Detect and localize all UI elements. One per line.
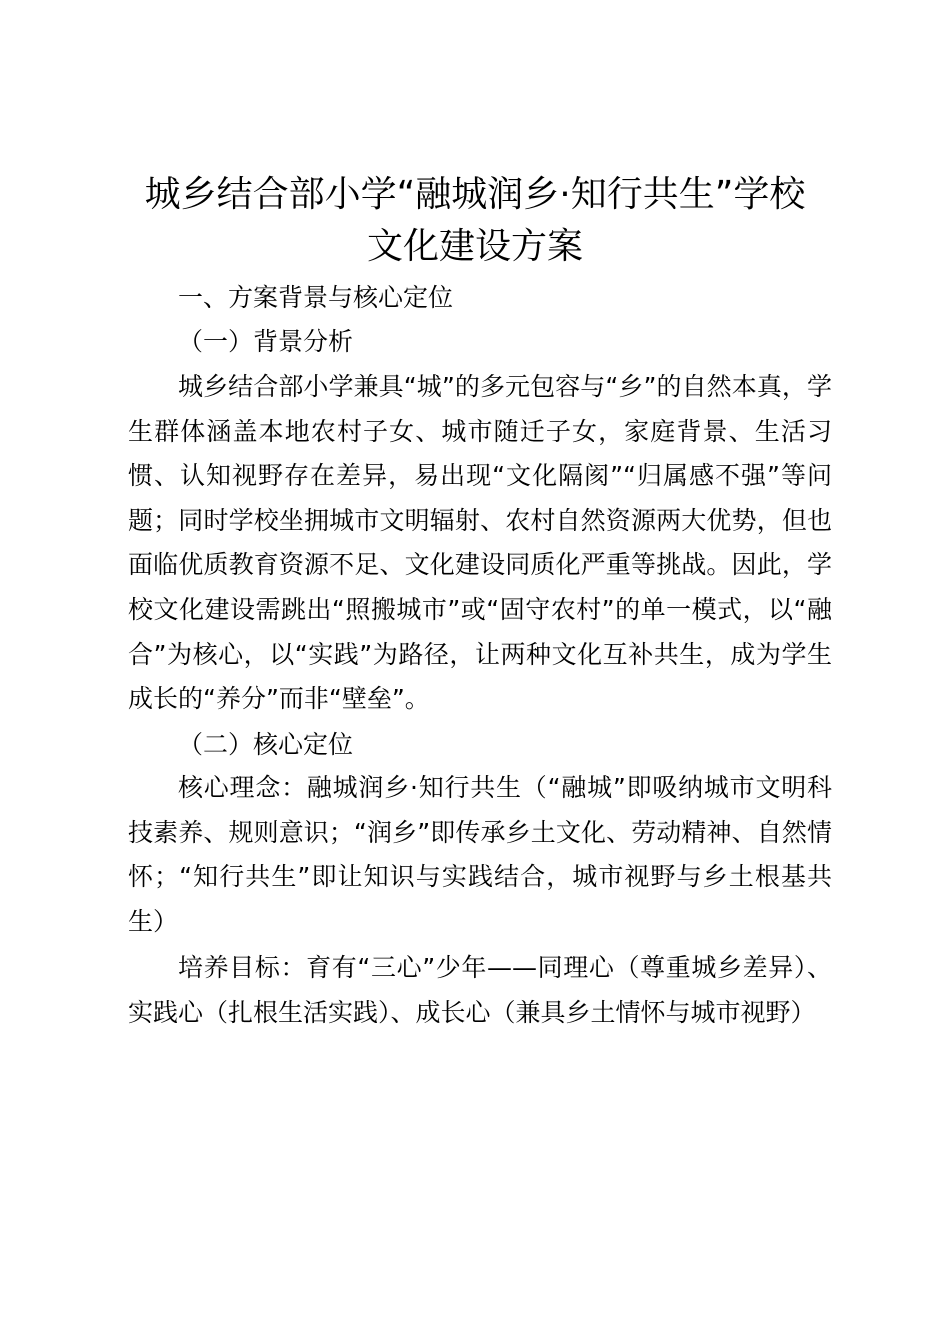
paragraph-training-goal: 培养目标：育有“三心”少年——同理心（尊重城乡差异）、实践心（扎根生活实践）、成长心（兼具乡土情怀与城市视野） [128, 953, 832, 1027]
subsection-heading-analysis: （一）背景分析 [178, 327, 354, 356]
subsection-heading-positioning: （二）核心定位 [178, 730, 354, 759]
paragraph-core-concept: 核心理念：融城润乡·知行共生（“融城”即吸纳城市文明科技素养、规则意识；“润乡”即传承乡土文化、劳动精神、自然情怀；“知行共生”即让知识与实践结合，城市视野与乡土根基共生） [128, 773, 832, 936]
document-title-line-1: 城乡结合部小学“融城润乡·知行共生”学校 [144, 174, 806, 215]
document-title-line-2: 文化建设方案 [366, 226, 583, 267]
paragraph-background-analysis: 城乡结合部小学兼具“城”的多元包容与“乡”的自然本真，学生群体涵盖本地农村子女、城市随迁子女，家庭背景、生活习惯、认知视野存在差异，易出现“文化隔阂”“归属感不强”等问题；同时学校坐拥城市文明辐射、农村自然资源两大优势，但也面临优质教育资源不足、文化建设同质化严重等挑战。因此，学校文化建设需跳出“照搬城市”或“固守农村”的单一模式，以“融合”为核心，以“实践”为路径，让两种文化互补共生，成为学生成长的“养分”而非“壁垒”。 [128, 372, 832, 714]
section-heading-background: 一、方案背景与核心定位 [178, 283, 454, 312]
